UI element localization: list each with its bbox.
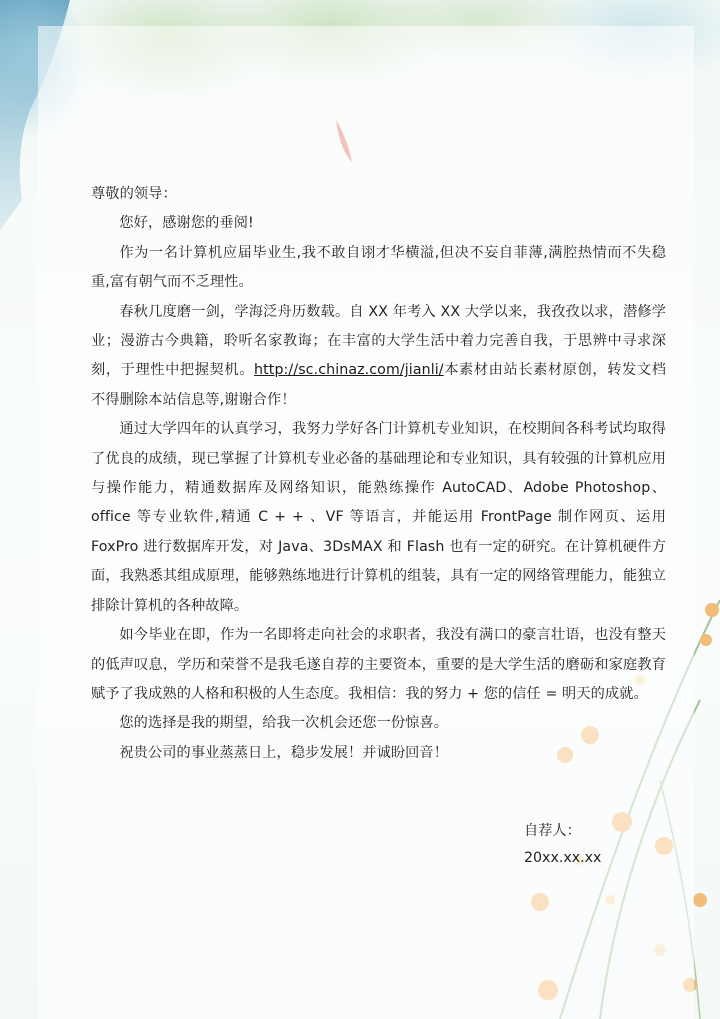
paragraph-text: 春秋几度磨一剑，学海泛舟历数载。自 XX 年考入 XX 大学以来，我孜孜以求，潜修学业；漫游古今典籍，聆听名家教诲；在丰富的大学生活中着力完善自我，于思辨中寻求深刻，于理性中把握契机。 — [91, 303, 666, 379]
letter-paragraph-study — [91, 298, 666, 416]
cover-letter-body — [91, 180, 666, 768]
letter-paragraph-request: 您的选择是我的期望，给我一次机会还您一份惊喜。 — [119, 715, 449, 732]
letter-paragraph-greeting: 您好，感谢您的垂阅! — [119, 215, 254, 232]
letter-paragraph-closing: 祝贵公司的事业蒸蒸日上，稳步发展！并诚盼回音！ — [119, 744, 449, 761]
paragraph-text: 本素材由站长素材原创，转发文档不得删除本站信息等,谢谢合作！ — [91, 362, 666, 408]
letter-paragraph-outlook: 如今毕业在即，作为一名即将走向社会的求职者，我没有满口的豪言壮语，也没有整天的低声叹息，学历和荣誉不是我毛遂自荐的主要资本，重要的是大学生活的磨砺和家庭教育赋予了我成熟的人格和积极的人生态度。我相信：我的努力 + 您的信任 = 明天的成就。 — [91, 627, 666, 702]
letter-paragraph-skills: 通过大学四年的认真学习，我努力学好各门计算机专业知识，在校期间各科考试均取得了优良的成绩，现已掌握了计算机专业必备的基础理论和专业知识，具有较强的计算机应用与操作能力，精通数据库及网络知识，能熟练操作 AutoCAD、Adobe Photoshop、office 等专业软件,精通 C + + 、VF 等语言，并能运用 FrontPage 制作网页、运用 FoxPro 进行数据库开发，对 Java、3DsMAX 和 Flash 也有一定的研究。在计算机硬件方面，我熟悉其组成原理，能够熟练地进行计算机的组装，具有一定的网络管理能力，能独立排除计算机的各种故障。 — [91, 421, 666, 614]
source-link[interactable]: http://sc.chinaz.com/jianli/ — [254, 362, 444, 379]
letter-paragraph-intro: 作为一名计算机应届毕业生,我不敢自诩才华横溢,但决不妄自菲薄,满腔热情而不失稳重,富有朝气而不乏理性。 — [91, 244, 666, 291]
signature-label: 自荐人： — [524, 823, 581, 839]
signature-date: 20xx.xx.xx — [524, 850, 602, 866]
letter-salutation: 尊敬的领导： — [91, 186, 177, 202]
